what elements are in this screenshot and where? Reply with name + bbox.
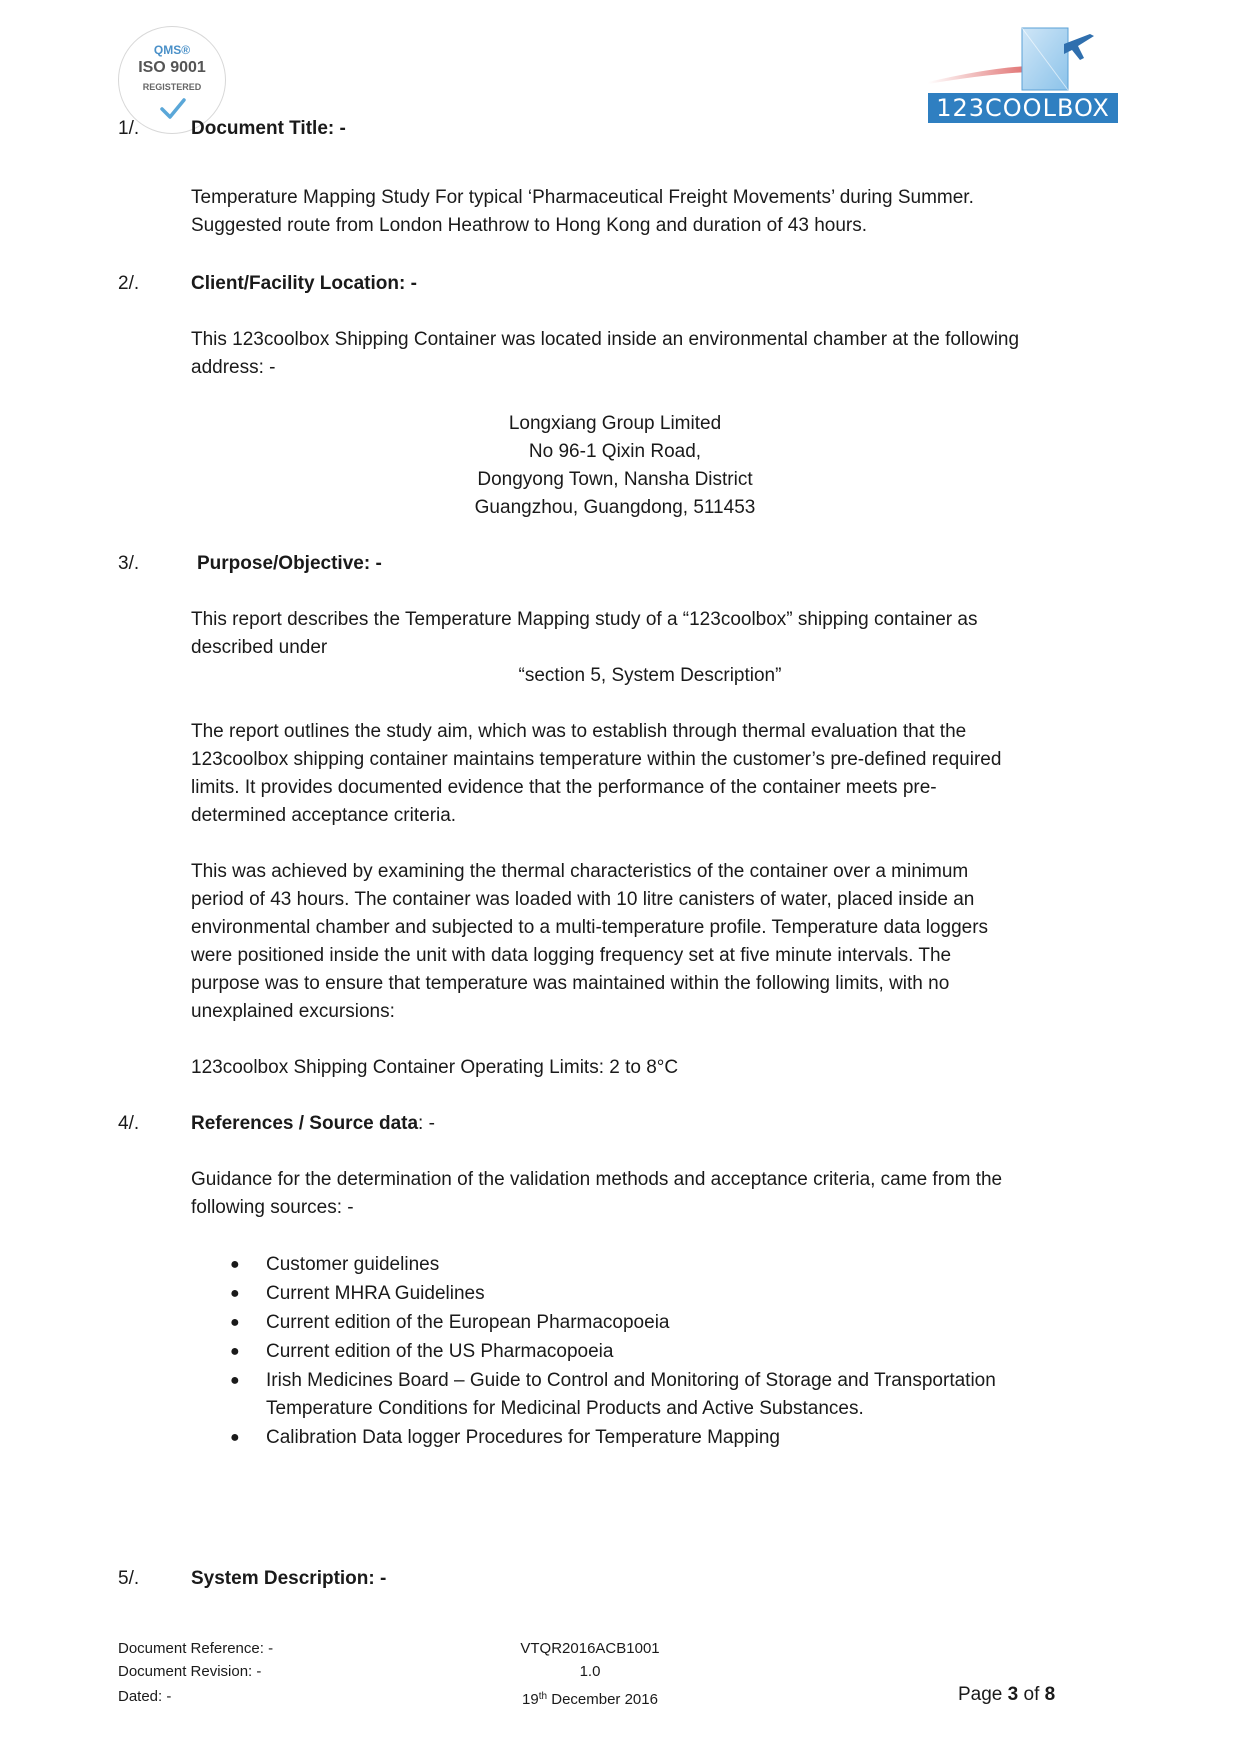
- footer-ref-value: VTQR2016ACB1001: [520, 1640, 660, 1657]
- section-3-line: described under: [191, 637, 328, 658]
- section-2-number: 2/.: [118, 273, 140, 294]
- brand-logo-text: 123COOLBOX: [928, 93, 1118, 123]
- reference-item: Calibration Data logger Procedures for Temperature Mapping: [266, 1427, 780, 1448]
- date-rest: December 2016: [547, 1691, 658, 1708]
- section-4-line: Guidance for the determination of the validation methods and acceptance criteria, came from the: [191, 1169, 1003, 1190]
- page-of: of: [1018, 1684, 1045, 1705]
- section-2-heading: Client/Facility Location: -: [191, 273, 417, 294]
- address-line: Guangzhou, Guangdong, 511453: [474, 497, 756, 518]
- check-icon: [159, 95, 187, 123]
- iso-standard-label: ISO 9001: [138, 59, 206, 76]
- section-4-heading-suffix: : -: [418, 1113, 435, 1134]
- section-3-number: 3/.: [118, 553, 140, 574]
- reference-item: Irish Medicines Board – Guide to Control and Monitoring of Storage and Transportation: [266, 1370, 996, 1391]
- footer-rev-label: Document Revision: -: [118, 1663, 262, 1680]
- section-1-number: 1/.: [118, 118, 140, 139]
- section-4-line: following sources: -: [191, 1197, 354, 1218]
- section-3-line: were positioned inside the unit with data logging frequency set at five minute intervals. The: [191, 945, 952, 966]
- bullet-icon: ●: [230, 1429, 240, 1446]
- address-line: Dongyong Town, Nansha District: [477, 469, 753, 490]
- section-1-line: Temperature Mapping Study For typical ‘Pharmaceutical Freight Movements’ during Summer.: [191, 187, 974, 208]
- reference-item: Customer guidelines: [266, 1254, 440, 1275]
- section-3-line: 123coolbox shipping container maintains temperature within the customer’s pre-defined required: [191, 749, 1002, 770]
- page-total: 8: [1044, 1684, 1056, 1705]
- section-5-number: 5/.: [118, 1568, 140, 1589]
- address-line: No 96-1 Qixin Road,: [528, 441, 702, 462]
- date-day: 19: [522, 1691, 539, 1708]
- operating-limits: 123coolbox Shipping Container Operating Limits: 2 to 8°C: [191, 1057, 679, 1078]
- footer-rev-value: 1.0: [579, 1663, 601, 1680]
- section-3-line: environmental chamber and subjected to a multi-temperature profile. Temperature data loggers: [191, 917, 989, 938]
- section-4-number: 4/.: [118, 1113, 140, 1134]
- reference-item: Current MHRA Guidelines: [266, 1283, 485, 1304]
- date-suffix: th: [538, 1691, 548, 1702]
- section-4-heading: [191, 1110, 435, 1138]
- section-3-line: The report outlines the study aim, which was to establish through thermal evaluation that the: [191, 721, 967, 742]
- section-1-line: Suggested route from London Heathrow to Hong Kong and duration of 43 hours.: [191, 215, 868, 236]
- page-current: 3: [1007, 1684, 1019, 1705]
- footer-date-value: [500, 1686, 680, 1711]
- section-3-line: This was achieved by examining the thermal characteristics of the container over a minimum: [191, 861, 969, 882]
- section-reference-quote: “section 5, System Description”: [518, 665, 782, 686]
- section-2-line: This 123coolbox Shipping Container was located inside an environmental chamber at the following: [191, 329, 1020, 350]
- section-3-heading: Purpose/Objective: -: [197, 553, 382, 574]
- reference-item: Current edition of the US Pharmacopoeia: [266, 1341, 614, 1362]
- bullet-icon: ●: [230, 1372, 240, 1389]
- reference-item-continued: Temperature Conditions for Medicinal Products and Active Substances.: [266, 1398, 864, 1419]
- bullet-icon: ●: [230, 1314, 240, 1331]
- iso-qms-label: QMS®: [153, 43, 191, 57]
- section-3-line: This report describes the Temperature Mapping study of a “123coolbox” shipping container as: [191, 609, 978, 630]
- page-number: [958, 1684, 1055, 1706]
- address-line: Longxiang Group Limited: [508, 413, 722, 434]
- section-5-heading: System Description: -: [191, 1568, 387, 1589]
- section-1-heading: Document Title: -: [191, 118, 346, 139]
- bullet-icon: ●: [230, 1343, 240, 1360]
- footer-date-label: Dated: -: [118, 1688, 172, 1705]
- reference-item: Current edition of the European Pharmacopoeia: [266, 1312, 670, 1333]
- section-3-line: unexplained excursions:: [191, 1001, 395, 1022]
- section-3-line: limits. It provides documented evidence that the performance of the container meets pre-: [191, 777, 937, 798]
- section-3-line: period of 43 hours. The container was loaded with 10 litre canisters of water, placed inside an: [191, 889, 975, 910]
- section-3-line: purpose was to ensure that temperature was maintained within the following limits, with no: [191, 973, 950, 994]
- iso-status-label: REGISTERED: [142, 82, 202, 92]
- bullet-icon: ●: [230, 1285, 240, 1302]
- section-3-line: determined acceptance criteria.: [191, 805, 457, 826]
- section-4-heading-text: References / Source data: [191, 1113, 419, 1134]
- section-2-line: address: -: [191, 357, 276, 378]
- footer-ref-label: Document Reference: -: [118, 1640, 274, 1657]
- bullet-icon: ●: [230, 1256, 240, 1273]
- page-word: Page: [958, 1684, 1008, 1705]
